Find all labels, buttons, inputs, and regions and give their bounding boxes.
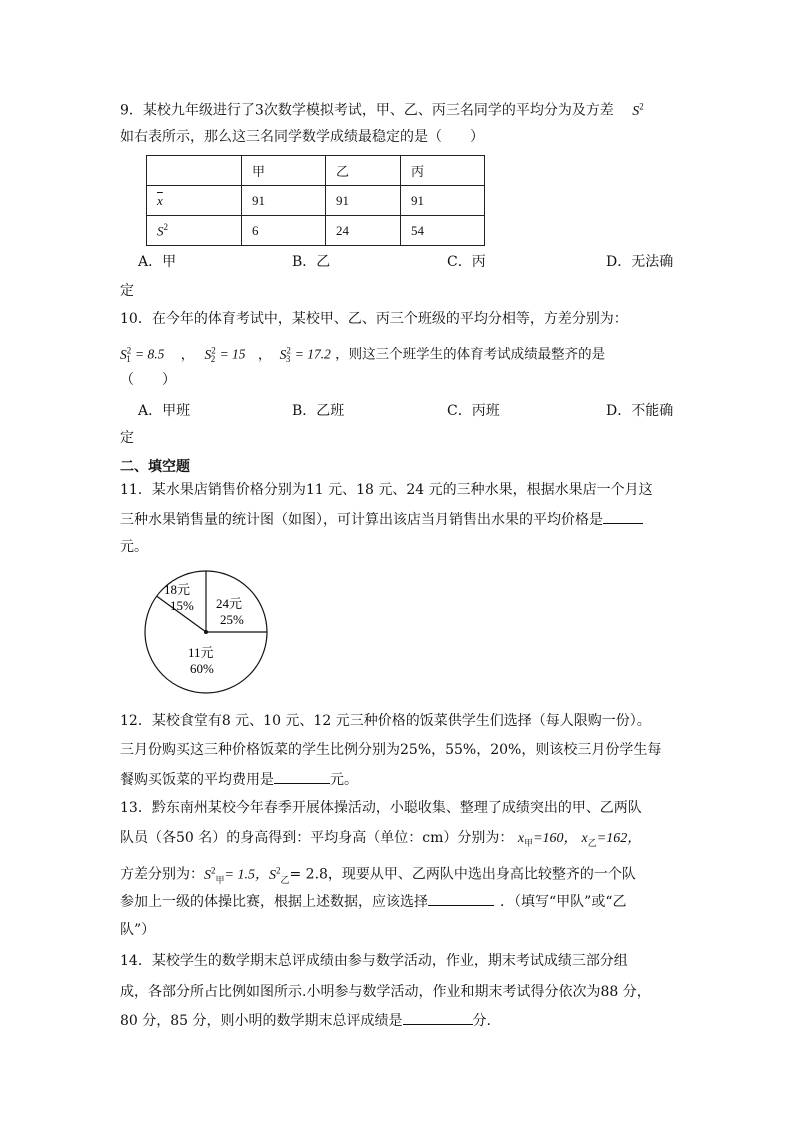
q11-answer-blank[interactable] <box>603 509 643 524</box>
q9-option-d[interactable]: D．无法确 <box>606 254 674 270</box>
q13-question: 参加上一级的体操比赛，根据上述数据，应该选择 <box>120 894 428 910</box>
q10-option-d[interactable]: D．不能确 <box>606 403 674 419</box>
s-jia-symbol: $S^2_甲$ <box>204 865 225 885</box>
q9-stem: 9．某校九年级进行了3次数学模拟考试，甲、乙、丙三名同学的平均分为及方差 <box>120 102 614 119</box>
s3-symbol: $S^2_3$ <box>279 345 291 365</box>
q10-line-3: （ ） <box>120 372 176 388</box>
q10-option-a[interactable]: A．甲班 <box>138 403 191 419</box>
mean-yi: 91 <box>326 186 401 216</box>
q12-line-3 <box>120 769 358 790</box>
table-corner <box>147 156 242 186</box>
label-11-percent: 60% <box>190 661 214 676</box>
q10-option-c[interactable]: C．丙班 <box>447 403 500 419</box>
q14-line-1: 14．某校学生的数学期末总评成绩由参与数学活动，作业，期末考试成绩三部分组 <box>120 953 628 969</box>
variance-jia: 6 <box>242 216 326 246</box>
q10-option-b[interactable]: B．乙班 <box>292 403 345 419</box>
q13-variance-intro: 方差分别为： <box>120 866 204 883</box>
q13-line-3 <box>120 860 636 889</box>
label-11-price: 11元 <box>188 645 214 660</box>
q10-sep-2: ， <box>257 346 272 363</box>
q11-line-1: 11．某水果店销售价格分别为11 元、18 元、24 元的三种水果，根据水果店一个月这 <box>120 482 653 498</box>
q13-line-5: 队”） <box>120 922 156 938</box>
label-18-price: 18元 <box>164 582 191 597</box>
q13-answer-blank[interactable] <box>428 891 494 906</box>
q10-line-2 <box>120 340 605 369</box>
s2-value: = 15 <box>219 346 246 362</box>
variance-symbol: $S^2$ <box>632 101 644 119</box>
q12-line-1: 12．某校食堂有8 元、10 元、12 元三种价格的饭菜供学生们选择（每人限购一份）。 <box>120 713 651 729</box>
x-jia-value: =160， <box>533 831 578 846</box>
x-jia-symbol: $x_甲$ <box>517 831 534 848</box>
table-header-row <box>147 156 485 186</box>
q9-line-2: 如右表所示，那么这三名同学数学成绩最稳定的是（ ） <box>120 129 484 145</box>
mean-label: $\overline{x}$ <box>147 186 242 216</box>
s-yi-symbol: $S^2_乙$ <box>268 865 290 885</box>
q9-option-a[interactable]: A．甲 <box>138 254 177 270</box>
q13-hint: ．（填写“甲队”或“乙 <box>500 894 627 910</box>
q9-line-1 <box>120 96 644 122</box>
q9-option-c[interactable]: C．丙 <box>447 254 486 270</box>
q13-line-4 <box>120 891 626 912</box>
variance-yi: 24 <box>326 216 401 246</box>
q10-line-1: 10．在今年的体育考试中，某校甲、乙、丙三个班级的平均分相等，方差分别为： <box>120 311 628 327</box>
q11-line-2 <box>120 509 643 530</box>
mean-jia: 91 <box>242 186 326 216</box>
q10-option-d-wrap: 定 <box>120 430 134 446</box>
q14-unit: 分. <box>472 1013 491 1029</box>
x-yi-value: =162， <box>596 831 642 846</box>
q12-stem: 餐购买饭菜的平均费用是 <box>120 772 274 788</box>
s1-value: = 8.5 <box>135 346 165 362</box>
header-jia: 甲 <box>242 156 326 186</box>
score-table <box>146 155 485 246</box>
q12-line-2: 三月份购买这三种价格饭菜的学生比例分别为25%，55%，20%，则该校三月份学生每 <box>120 742 662 758</box>
q14-line-3 <box>120 1010 491 1031</box>
q13-line-1: 13．黔东南州某校今年春季开展体操活动，小聪收集、整理了成绩突出的甲、乙两队 <box>120 800 642 816</box>
q13-stem: 队员（各50 名）的身高得到：平均身高（单位：cm）分别为： <box>120 830 514 846</box>
s-yi-value: = 2.8，现要从甲、乙两队中选出身高比较整齐的一个队 <box>289 866 636 883</box>
q12-answer-blank[interactable] <box>274 769 330 784</box>
label-24-percent: 25% <box>220 612 244 627</box>
x-yi-symbol: $x_乙$ <box>581 831 597 848</box>
pie-center <box>204 630 208 634</box>
q10-sep-1: ， <box>180 346 195 363</box>
s3-value: = 17.2 <box>294 346 331 362</box>
q11-stem: 三种水果销售量的统计图（如图），可计算出该店当月销售出水果的平均价格是 <box>120 512 603 528</box>
q10-tail: ，则这三个班学生的体育考试成绩最整齐的是 <box>335 346 606 363</box>
header-yi: 乙 <box>326 156 401 186</box>
q14-line-2: 成，各部分所占比例如图所示.小明参与数学活动，作业和期末考试得分依次为88 分， <box>120 984 651 1000</box>
s1-symbol: $S^2_1$ <box>120 345 132 365</box>
s-jia-value: = 1.5， <box>224 867 269 883</box>
q14-answer-blank[interactable] <box>403 1010 473 1025</box>
q12-unit: 元。 <box>330 772 358 788</box>
label-24-price: 24元 <box>216 596 243 611</box>
table-row-mean <box>147 186 485 216</box>
variance-label: $S^2$ <box>147 216 242 246</box>
q9-option-d-wrap: 定 <box>120 283 134 299</box>
header-bing: 丙 <box>401 156 485 186</box>
table-row-variance <box>147 216 485 246</box>
variance-bing: 54 <box>401 216 485 246</box>
label-18-percent: 15% <box>170 598 194 613</box>
section-title: 二、填空题 <box>120 459 190 475</box>
q9-option-b[interactable]: B．乙 <box>292 254 331 270</box>
mean-bing: 91 <box>401 186 485 216</box>
q13-line-2 <box>120 828 641 853</box>
q14-stem: 80 分，85 分，则小明的数学期末总评成绩是 <box>120 1013 403 1029</box>
fruit-pie-chart <box>140 564 280 704</box>
s2-symbol: $S^2_2$ <box>204 345 216 365</box>
q11-line-3: 元。 <box>120 539 148 555</box>
